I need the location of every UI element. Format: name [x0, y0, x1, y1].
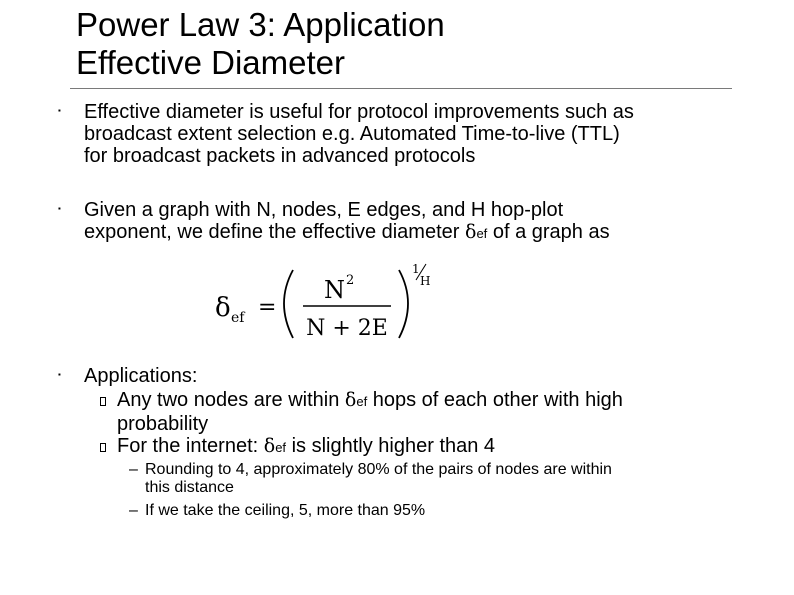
sub-bullet-1-text: [117, 389, 623, 435]
bullet-1-text: [84, 101, 634, 167]
sub-bullet-1-line-1: [117, 389, 623, 413]
sub-bullet-2-post: is slightly higher than 4: [286, 435, 496, 457]
bullet-2-line-2-pre: exponent, we define the effective diameter: [84, 221, 465, 243]
formula-numerator-exponent: 2: [346, 273, 355, 288]
formula-delta-subscript: ef: [231, 310, 245, 326]
detail-2-text: If we take the ceiling, 5, more than 95%: [145, 502, 426, 519]
formula-left-paren: [284, 270, 293, 338]
detail-1-line-1: Rounding to 4, approximately 80% of the pairs of nodes are within: [145, 461, 612, 478]
sub-bullet-1-delta: δ: [344, 389, 357, 411]
delta-symbol: δ: [465, 221, 477, 243]
bullet-1-line-1: Effective diameter is useful for protocol improvements such as: [84, 101, 634, 123]
bullet-3-marker: ▪: [58, 370, 61, 379]
bullet-2-line-1: Given a graph with N, nodes, E edges, and H hop-plot: [84, 199, 564, 221]
bullet-2-line-2-post: of a graph as: [487, 221, 610, 243]
formula-denominator: N + 2E: [306, 316, 388, 341]
sub-bullet-2-subscript: ef: [275, 440, 287, 455]
formula-exponent-numerator: 1: [412, 262, 420, 276]
detail-2-dash: –: [129, 502, 138, 519]
title-divider: [70, 88, 732, 89]
sub-bullet-2-text: [117, 435, 495, 459]
sub-bullet-1-subscript: ef: [356, 394, 368, 409]
bullet-2-marker: ▪: [58, 204, 61, 213]
formula-right-paren: [399, 270, 408, 338]
sub-bullet-1-post: hops of each other with high: [367, 389, 623, 411]
bullet-1-line-3: for broadcast packets in advanced protocols: [84, 145, 476, 167]
bullet-1-line-2: broadcast extent selection e.g. Automated Time-to-live (TTL): [84, 123, 620, 145]
sub-bullet-1-marker: [100, 397, 106, 406]
bullet-2-line-2: [84, 221, 610, 245]
sub-bullet-1-pre: Any two nodes are within: [117, 389, 345, 411]
title-line-1: Power Law 3: Application: [76, 6, 445, 43]
slide-title: [76, 6, 736, 82]
delta-subscript: ef: [476, 226, 488, 241]
formula-delta: δ: [215, 293, 231, 323]
sub-bullet-1-line-2: probability: [117, 413, 209, 435]
bullet-2-text: [84, 199, 610, 245]
sub-bullet-2-marker: [100, 443, 106, 452]
sub-bullet-2-delta: δ: [263, 435, 276, 457]
detail-1-text: [145, 461, 612, 497]
title-line-2: Effective Diameter: [76, 44, 345, 81]
formula-equals: =: [258, 295, 277, 320]
bullet-3-label: Applications:: [84, 365, 198, 387]
formula-numerator: N: [324, 276, 345, 304]
bullet-1-marker: ▪: [58, 106, 61, 115]
detail-1-dash: –: [129, 461, 138, 478]
formula-exponent-denominator: H: [420, 274, 431, 288]
detail-1-line-2: this distance: [145, 479, 234, 496]
effective-diameter-formula: [213, 258, 453, 348]
sub-bullet-2-pre: For the internet:: [117, 435, 264, 457]
